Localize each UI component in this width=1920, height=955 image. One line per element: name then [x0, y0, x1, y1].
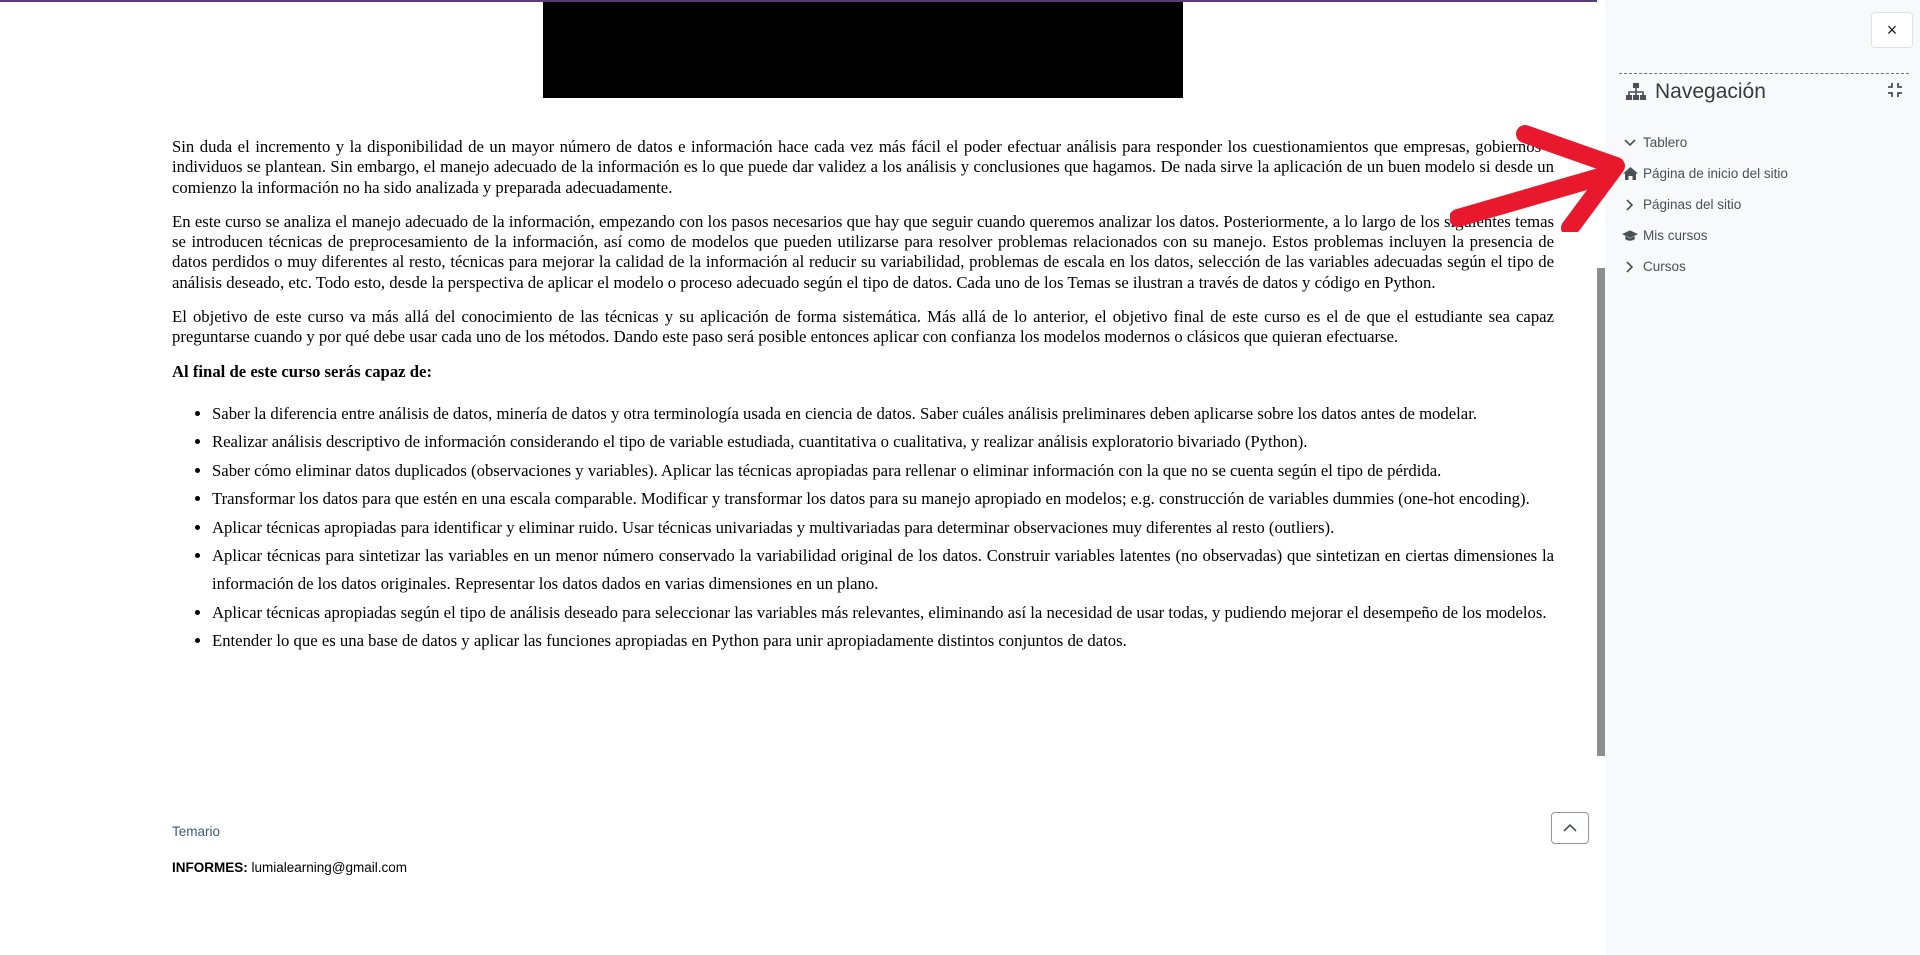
navigation-list — [1622, 127, 1788, 282]
paragraph-objective: El objetivo de este curso va más allá del conocimiento de las técnicas y su aplicación de forma sistemática. Más allá de lo anterior, el objetivo final de este curso es el de que el estudiante sea capaz preguntarse cuando y por qué debe usar cada uno de los métodos. Dando este paso será posible entonces aplicar con confianza los modelos modernos o clásicos que quieran efectuarse. — [172, 307, 1554, 347]
list-item: • Entender lo que es una base de datos y aplicar las funciones apropiadas en Python para unir apropiadamente distintos conjuntos de datos. — [212, 627, 1554, 655]
list-item: • Aplicar técnicas apropiadas para identificar y eliminar ruido. Usar técnicas univariadas y multivariadas para determinar observaciones muy diferentes al resto (outliers). — [212, 514, 1554, 542]
nav-item-site-pages[interactable] — [1622, 189, 1788, 220]
navigation-block-title — [1625, 80, 1766, 104]
nav-item-label: Mis cursos — [1643, 228, 1708, 243]
close-drawer-button[interactable]: × — [1871, 12, 1913, 48]
contact-info — [172, 860, 407, 875]
list-item: • Transformar los datos para que estén en una escala comparable. Modificar y transformar los datos para su manejo apropiado en modelos; e.g. construcción de variables dummies (one-hot encoding). — [212, 485, 1554, 513]
chevron-right-icon — [1622, 259, 1638, 275]
nav-item-tablero[interactable] — [1622, 127, 1788, 158]
nav-item-site-home[interactable] — [1622, 158, 1788, 189]
list-item: • Saber la diferencia entre análisis de datos, minería de datos y otra terminología usada en ciencia de datos. Saber cuáles análisis preliminares deben aplicarse sobre los datos antes de modelar. — [212, 400, 1554, 428]
list-item: • Aplicar técnicas apropiadas según el tipo de análisis deseado para seleccionar las variables más relevantes, eliminando así la necesidad de usar todas, y pudiendo mejorar el desempeño de los modelos. — [212, 599, 1554, 627]
nav-item-label: Tablero — [1643, 135, 1688, 150]
list-item: • Realizar análisis descriptivo de información considerando el tipo de variable estudiada, cuantitativa o cualitativa, y realizar análisis exploratorio bivariado (Python). — [212, 428, 1554, 456]
outcomes-heading: Al final de este curso serás capaz de: — [172, 361, 433, 381]
course-description — [172, 137, 1554, 656]
list-item: • Saber cómo eliminar datos duplicados (observaciones y variables). Aplicar las técnicas apropiadas para rellenar o eliminar información con la que no se cuenta según el tipo de pérdida. — [212, 457, 1554, 485]
temario-link[interactable]: Temario — [172, 824, 221, 839]
outcomes-list — [172, 400, 1554, 656]
sitemap-icon — [1625, 82, 1647, 102]
nav-item-my-courses[interactable] — [1622, 220, 1788, 251]
nav-item-label: Página de inicio del sitio — [1643, 166, 1788, 181]
nav-item-courses[interactable] — [1622, 251, 1788, 282]
informes-label: INFORMES: — [172, 860, 248, 875]
list-item: • Aplicar técnicas para sintetizar las variables en un menor número conservado la variabilidad original de los datos. Construir variables latentes (no observadas) que sintetizan en ciertas dimensiones la información de los datos originales. Representar los datos dados en varias dimensiones en un plano. — [212, 542, 1554, 598]
paragraph-intro: Sin duda el incremento y la disponibilidad de un mayor número de datos e información hace cada vez más fácil el poder efectuar análisis para responder los cuestionamientos que empresas, gobiernos e individuos se plantean. Sin embargo, el manejo adecuado de la información es lo que puede dar validez a los análisis y conclusiones que hagamos. De nada sirve la aplicación de un buen modelo si desde un comienzo la información no ha sido analizada y preparada adecuadamente. — [172, 137, 1554, 197]
nav-item-label: Cursos — [1643, 259, 1686, 274]
back-to-top-button[interactable] — [1551, 812, 1589, 844]
contact-email: lumialearning@gmail.com — [251, 860, 408, 875]
navigation-title: Navegación — [1655, 80, 1766, 103]
chevron-up-icon — [1563, 823, 1577, 833]
scrollbar-thumb[interactable] — [1597, 268, 1605, 756]
drawer-divider — [1619, 73, 1909, 74]
annotation-arrow-icon — [1450, 122, 1625, 232]
nav-item-label: Páginas del sitio — [1643, 197, 1742, 212]
video-player[interactable] — [543, 2, 1183, 98]
collapse-icon[interactable] — [1887, 82, 1903, 98]
paragraph-course-scope: En este curso se analiza el manejo adecuado de la información, empezando con los pasos necesarios que hay que seguir cuando queremos analizar los datos. Posteriormente, a lo largo de los siguientes temas se introducen técnicas de preprocesamiento de la información, así como de modelos que pueden utilizarse para resolver problemas relacionados con su manejo. Estos problemas incluyen la presencia de datos perdidos o muy diferentes al resto, técnicas para mejorar la calidad de la información al reducir su variabilidad, problemas de escala en los datos, selección de las variables adecuadas según el tipo de análisis deseado, etc. Todo esto, desde la perspectiva de aplicar el modelo o proceso adecuado según el tipo de datos. Cada uno de los Temas se ilustran a través de datos y código en Python. — [172, 211, 1554, 292]
